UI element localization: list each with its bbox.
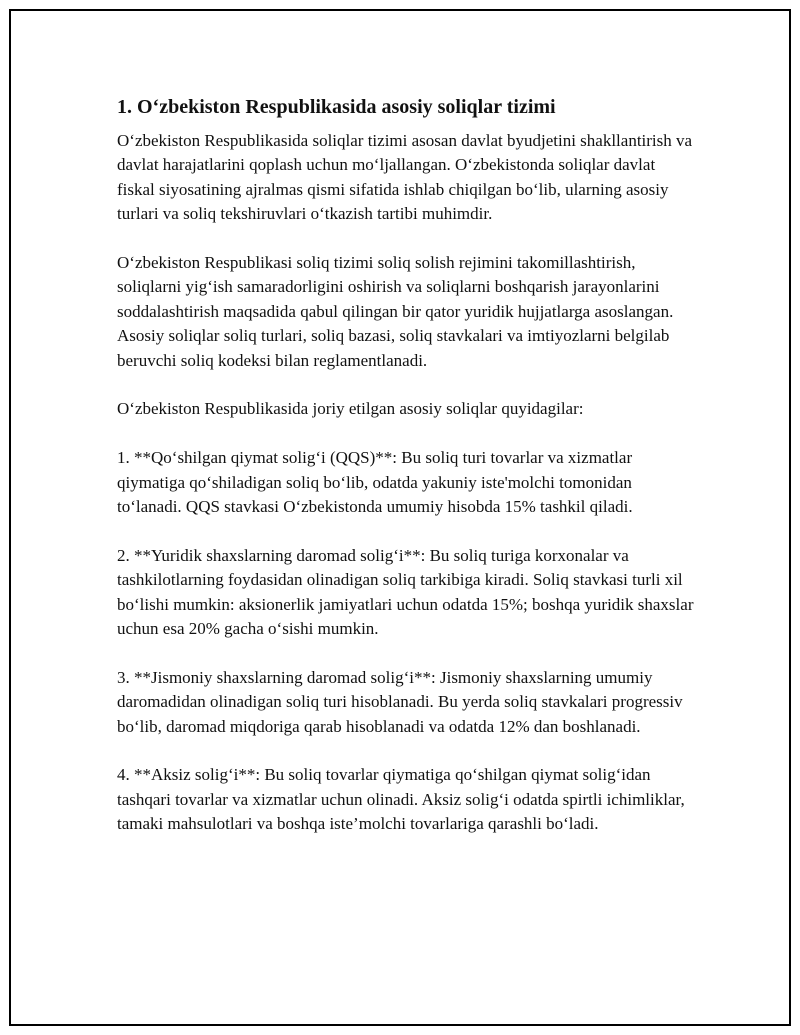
list-item-personal-income-tax: 3. **Jismoniy shaxslarning daromad solig‘i**: Jismoniy shaxslarning umumiy daromadidan olinadigan soliq turi hisoblanadi. Bu yerda soliq stavkalari progressiv bo‘lib, daromad miqdoriga qarab hisoblanadi va odatda 12% dan boshlanadi. — [117, 667, 683, 736]
paragraph-intro: O‘zbekiston Respublikasida soliqlar tizimi asosan davlat byudjetini shakllantirish va davlat harajatlarini qoplash uchun mo‘ljallangan. O‘zbekistonda soliqlar davlat fiskal siyosatining ajralmas qismi sifatida ishlab chiqilgan bo‘lib, ularning asosiy turlari va soliq tekshiruvlari o‘tkazish tartibi muhimdir. — [117, 131, 693, 224]
section-heading: 1. O‘zbekiston Respublikasida asosiy soliqlar tizimi — [117, 96, 556, 118]
paragraph-legal-basis: O‘zbekiston Respublikasi soliq tizimi soliq solish rejimini takomillashtirish, soliqlarni yig‘ish samaradorligini oshirish va soliqlarni boshqarish jarayonlarini soddalashtirish maqsadida qabul qilingan bir qator yuridik hujjatlarga asoslangan. Asosiy soliqlar soliq turlari, soliq bazasi, soliq stavkalari va imtiyozlarni belgilab beruvchi soliq kodeksi bilan reglamentlanadi. — [117, 253, 674, 370]
list-item-corporate-tax: 2. **Yuridik shaxslarning daromad solig‘i**: Bu soliq turiga korxonalar va tashkilotlarning foydasidan olinadigan soliq tarkibiga kiradi. Soliq stavkasi turli xil bo‘lishi mumkin: aksionerlik jamiyatlari uchun odatda 15%; boshqa yuridik shaxslar uchun esa 20% gacha o‘sishi mumkin. — [117, 545, 694, 639]
paragraph-list-intro: O‘zbekiston Respublikasida joriy etilgan asosiy soliqlar quyidagilar: — [117, 399, 584, 419]
list-item-vat: 1. **Qo‘shilgan qiymat solig‘i (QQS)**: Bu soliq turi tovarlar va xizmatlar qiymatiga qo‘shiladigan soliq bo‘lib, odatda yakuniy iste'molchi tomonidan to‘lanadi. QQS stavkasi O‘zbekistonda umumiy hisobda 15% tashkil qiladi. — [117, 448, 633, 517]
list-item-excise-tax: 4. **Aksiz solig‘i**: Bu soliq tovarlar qiymatiga qo‘shilgan qiymat solig‘idan tashqari tovarlar va xizmatlar uchun olinadi. Aksiz solig‘i odatda spirtli ichimliklar, tamaki mahsulotlari va boshqa iste’molchi tovarlariga qarashli bo‘ladi. — [117, 765, 685, 834]
document-body — [117, 94, 697, 861]
